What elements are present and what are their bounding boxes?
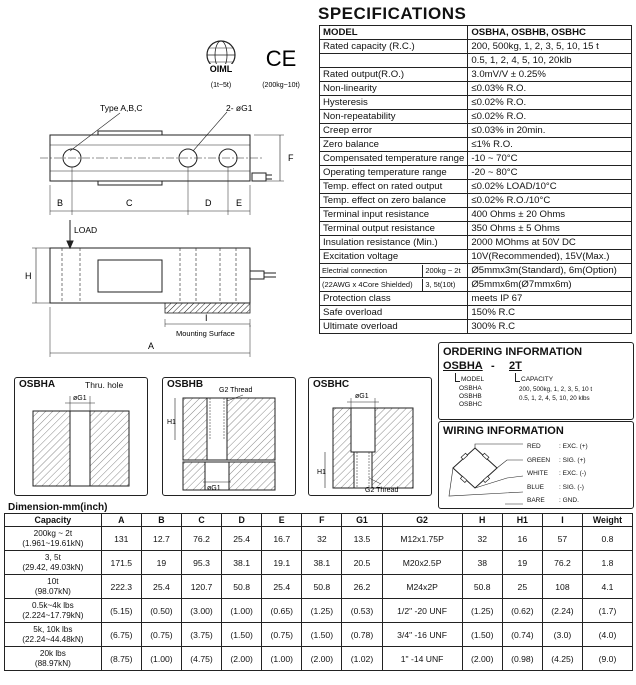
capacity-cell: 5k, 10k lbs (22.24~44.48kN) <box>5 623 102 647</box>
dim-header: Capacity <box>5 514 102 527</box>
dim-cell: 25.4 <box>262 575 302 599</box>
table-row <box>5 647 633 671</box>
spec-value: 350 Ohms ± 5 Ohms <box>468 222 632 236</box>
dim-F: F <box>288 153 294 163</box>
capacity-cell: 20k lbs (88.97kN) <box>5 647 102 671</box>
variant-note: Thru. hole <box>85 380 124 390</box>
dim-cell: (0.62) <box>502 599 542 623</box>
type-label: Type A,B,C <box>100 103 143 113</box>
spec-row <box>320 320 632 334</box>
dim-cell: (0.75) <box>141 623 181 647</box>
dim-cell: 1/2" -20 UNF <box>382 599 462 623</box>
spec-row <box>320 166 632 180</box>
dim-cell: (3.00) <box>181 599 221 623</box>
dim-cell: (8.75) <box>101 647 141 671</box>
spec-value: ≤0.03% R.O. <box>468 82 632 96</box>
dim-cell: 0.8 <box>583 527 633 551</box>
dim-cell: 171.5 <box>101 551 141 575</box>
spec-label: Non-repeatability <box>320 110 468 124</box>
dim-C: C <box>126 198 133 208</box>
dim-header: C <box>181 514 221 527</box>
dim-cell: 32 <box>462 527 502 551</box>
dim-cell: 19 <box>141 551 181 575</box>
variant-c-drawing <box>309 378 431 495</box>
spec-row <box>320 40 632 54</box>
dim-cell: 12.7 <box>141 527 181 551</box>
spec-value: OSBHA, OSBHB, OSBHC <box>468 26 632 40</box>
spec-value: 0.5, 1, 2, 4, 5, 10, 20klb <box>468 54 632 68</box>
dim-cell: (6.75) <box>101 623 141 647</box>
dim-header: Weight <box>583 514 633 527</box>
dim-cell: 25.4 <box>222 527 262 551</box>
spec-value: 2000 MOhms at 50V DC <box>468 236 632 250</box>
dim-cell: (2.00) <box>462 647 502 671</box>
dimension-title: Dimension-mm(inch) <box>8 502 108 513</box>
ce-text: CE <box>265 46 297 71</box>
cable-sub-label: (22AWG x 4Core Shielded) <box>320 279 423 291</box>
dim-header: G1 <box>342 514 382 527</box>
dim-cell: 95.3 <box>181 551 221 575</box>
spec-label: Compensated temperature range <box>320 152 468 166</box>
spec-value: ≤0.02% R.O./10°C <box>468 194 632 208</box>
spec-label: Creep error <box>320 124 468 138</box>
wire-red: RED : EXC. (+) <box>527 443 588 450</box>
bridge-diagram <box>445 440 525 506</box>
dim-cell: 19.1 <box>262 551 302 575</box>
dim-I: I <box>205 313 208 323</box>
dim-cell: 38.1 <box>302 551 342 575</box>
dim-header: B <box>141 514 181 527</box>
dim-cell: 1.8 <box>583 551 633 575</box>
dim-cell: 13.5 <box>342 527 382 551</box>
dim-cell: (1.00) <box>222 599 262 623</box>
dim-header: F <box>302 514 342 527</box>
spec-row <box>320 54 632 68</box>
dim-cell: 38 <box>462 551 502 575</box>
cable-value-2: Ø5mmx6m(Ø7mmx6m) <box>468 278 632 292</box>
spec-value: 200, 500kg, 1, 2, 3, 5, 10, 15 t <box>468 40 632 54</box>
spec-value: -20 ~ 80°C <box>468 166 632 180</box>
ce-logo <box>262 46 300 89</box>
dim-cell: M20x2.5P <box>382 551 462 575</box>
spec-label: Safe overload <box>320 306 468 320</box>
spec-row <box>320 250 632 264</box>
spec-row <box>320 222 632 236</box>
spec-row <box>320 236 632 250</box>
dim-cell: 16.7 <box>262 527 302 551</box>
model-label: MODEL <box>461 376 485 383</box>
dim-B: B <box>57 198 64 208</box>
spec-row <box>320 292 632 306</box>
dim-cell: 16 <box>502 527 542 551</box>
dim-cell: 131 <box>101 527 141 551</box>
capacity-list: 200, 500kg, 1, 2, 3, 5, 10 t 0.5, 1, 2, 4, 5, 10, 20 klbs <box>519 386 593 402</box>
spec-row <box>320 194 632 208</box>
dim-header: H1 <box>502 514 542 527</box>
spec-row <box>320 180 632 194</box>
dim-header: I <box>542 514 582 527</box>
cert-logos <box>196 38 316 96</box>
variant-name: OSBHC <box>313 379 350 390</box>
variant-b-drawing <box>163 378 295 495</box>
dim-cell: (1.25) <box>462 599 502 623</box>
load-label: LOAD <box>74 225 98 235</box>
dim-cell: 222.3 <box>101 575 141 599</box>
variant-osbhc <box>308 377 432 496</box>
dim-header: A <box>101 514 141 527</box>
ordering-code: OSBHA <box>443 360 483 372</box>
ordering-title: ORDERING INFORMATION <box>443 346 583 358</box>
dim-cell: (1.50) <box>462 623 502 647</box>
dim-E: E <box>236 198 243 208</box>
spec-row <box>320 138 632 152</box>
dim-cell: (2.24) <box>542 599 582 623</box>
h1-label: H1 <box>167 419 176 426</box>
table-row <box>5 623 633 647</box>
dim-cell: (1.00) <box>141 647 181 671</box>
spec-label: Protection class <box>320 292 468 306</box>
oiml-sub: (1t~5t) <box>210 82 232 89</box>
dim-cell: 50.8 <box>302 575 342 599</box>
ce-sub: (200kg~10t) <box>262 82 300 89</box>
dim-cell: (9.0) <box>583 647 633 671</box>
model-list: OSBHA OSBHB OSBHC <box>459 385 483 408</box>
spec-label: Operating temperature range <box>320 166 468 180</box>
spec-value: 3.0mV/V ± 0.25% <box>468 68 632 82</box>
dim-cell: 19 <box>502 551 542 575</box>
dim-cell: 76.2 <box>181 527 221 551</box>
spec-row-cable-2 <box>320 278 632 292</box>
capacity-cell: 10t (98.07kN) <box>5 575 102 599</box>
spec-value: 300% R.C <box>468 320 632 334</box>
capacity-cell: 0.5k~4k lbs (2.224~17.79kN) <box>5 599 102 623</box>
dim-cell: 1" -14 UNF <box>382 647 462 671</box>
spec-label: Non-linearity <box>320 82 468 96</box>
spec-label: Insulation resistance (Min.) <box>320 236 468 250</box>
g1-label: øG1 <box>207 485 221 492</box>
dim-cell: (1.50) <box>222 623 262 647</box>
dim-cell: (0.65) <box>262 599 302 623</box>
spec-value: meets IP 67 <box>468 292 632 306</box>
spec-value: ≤0.02% R.O. <box>468 110 632 124</box>
spec-row <box>320 124 632 138</box>
capacity-cell: 200kg ~ 2t (1.961~19.61kN) <box>5 527 102 551</box>
technical-drawing <box>0 95 318 360</box>
variant-name: OSBHA <box>19 379 56 390</box>
spec-value: 150% R.C <box>468 306 632 320</box>
spec-label <box>320 54 468 68</box>
oiml-text: OIML <box>209 64 233 74</box>
dim-cell: 25.4 <box>141 575 181 599</box>
dim-A: A <box>148 341 155 351</box>
hole-label: 2- øG1 <box>226 103 253 113</box>
dim-header: G2 <box>382 514 462 527</box>
spec-row <box>320 152 632 166</box>
dim-cell: (1.25) <box>302 599 342 623</box>
spec-row <box>320 208 632 222</box>
cable-label: Electrial connection <box>320 265 423 277</box>
dim-cell: 38.1 <box>222 551 262 575</box>
table-row <box>5 551 633 575</box>
dim-cell: (1.02) <box>342 647 382 671</box>
dim-cell: M24x2P <box>382 575 462 599</box>
dim-D: D <box>205 198 212 208</box>
spec-value: ≤0.03% in 20min. <box>468 124 632 138</box>
cable-value-1: Ø5mmx3m(Standard), 6m(Option) <box>468 264 632 278</box>
wiring-info <box>438 421 634 509</box>
dim-cell: (0.53) <box>342 599 382 623</box>
dim-cell: (5.15) <box>101 599 141 623</box>
g1-label: øG1 <box>355 393 369 400</box>
dim-cell: (4.75) <box>181 647 221 671</box>
variant-osbha <box>14 377 148 496</box>
g2-label: G2 Thread <box>219 387 253 394</box>
dim-cell: 108 <box>542 575 582 599</box>
capacity-label: CAPACITY <box>521 376 554 383</box>
dim-cell: (2.00) <box>222 647 262 671</box>
dim-cell: 76.2 <box>542 551 582 575</box>
h1-label: H1 <box>317 469 326 476</box>
spec-value: -10 ~ 70°C <box>468 152 632 166</box>
ordering-dash: - <box>491 360 495 372</box>
table-row <box>5 527 633 551</box>
spec-row-cable <box>320 264 632 278</box>
dim-header: D <box>222 514 262 527</box>
mount-label: Mounting Surface <box>176 329 235 338</box>
dim-cell: (0.78) <box>342 623 382 647</box>
dim-cell: (4.25) <box>542 647 582 671</box>
spec-label: Zero balance <box>320 138 468 152</box>
dim-cell: (1.7) <box>583 599 633 623</box>
capacity-cell: 3, 5t (29.42, 49.03kN) <box>5 551 102 575</box>
dim-cell: 4.1 <box>583 575 633 599</box>
dim-cell: 50.8 <box>222 575 262 599</box>
cable-range-2: 3, 5t(10t) <box>425 279 456 289</box>
variant-osbhb <box>162 377 296 496</box>
spec-value: 10V(Recommended), 15V(Max.) <box>468 250 632 264</box>
table-row <box>5 575 633 599</box>
dim-cell: (3.75) <box>181 623 221 647</box>
spec-value: ≤1% R.O. <box>468 138 632 152</box>
spec-value: ≤0.02% R.O. <box>468 96 632 110</box>
spec-row <box>320 68 632 82</box>
dim-cell: 26.2 <box>342 575 382 599</box>
dim-cell: (0.74) <box>502 623 542 647</box>
spec-row <box>320 306 632 320</box>
dim-cell: (0.75) <box>262 623 302 647</box>
wire-green: GREEN : SIG. (+) <box>527 456 586 464</box>
dim-cell: (4.0) <box>583 623 633 647</box>
oiml-logo <box>202 41 240 89</box>
dim-cell: 50.8 <box>462 575 502 599</box>
dim-cell: (0.98) <box>502 647 542 671</box>
wiring-title: WIRING INFORMATION <box>443 425 564 437</box>
ordering-info <box>438 342 634 420</box>
spec-value: 400 Ohms ± 20 Ohms <box>468 208 632 222</box>
spec-label: Temp. effect on zero balance <box>320 194 468 208</box>
spec-label: MODEL <box>320 26 468 40</box>
dim-cell: (2.00) <box>302 647 342 671</box>
dim-cell: M12x1.75P <box>382 527 462 551</box>
spec-table <box>319 25 632 334</box>
spec-value: ≤0.02% LOAD/10°C <box>468 180 632 194</box>
spec-row <box>320 110 632 124</box>
spec-label: Rated capacity (R.C.) <box>320 40 468 54</box>
wire-bare: BARE : GND. <box>527 497 579 504</box>
table-row <box>5 599 633 623</box>
spec-label: Ultimate overload <box>320 320 468 334</box>
g1-label: øG1 <box>73 395 87 402</box>
spec-label: Hysteresis <box>320 96 468 110</box>
dim-cell: (1.50) <box>302 623 342 647</box>
spec-row <box>320 82 632 96</box>
wire-white: WHITE : EXC. (-) <box>527 470 587 477</box>
dim-cell: 57 <box>542 527 582 551</box>
dim-header: H <box>462 514 502 527</box>
spec-label: Terminal output resistance <box>320 222 468 236</box>
spec-title: SPECIFICATIONS <box>318 4 467 23</box>
dim-cell: 3/4" -16 UNF <box>382 623 462 647</box>
spec-row <box>320 96 632 110</box>
dim-header: E <box>262 514 302 527</box>
g2-label: G2 Thread <box>365 487 399 494</box>
spec-row <box>320 26 632 40</box>
dim-cell: (3.0) <box>542 623 582 647</box>
dim-H: H <box>25 271 32 281</box>
dim-cell: 25 <box>502 575 542 599</box>
dim-cell: (1.00) <box>262 647 302 671</box>
dimension-table <box>4 513 633 671</box>
spec-label: Excitation voltage <box>320 250 468 264</box>
spec-label: Temp. effect on rated output <box>320 180 468 194</box>
dim-cell: 32 <box>302 527 342 551</box>
wire-blue: BLUE : SIG. (-) <box>527 483 584 491</box>
variant-name: OSBHB <box>167 379 204 390</box>
spec-label: Terminal input resistance <box>320 208 468 222</box>
dim-cell: 120.7 <box>181 575 221 599</box>
spec-label: Rated output(R.O.) <box>320 68 468 82</box>
dim-cell: (0.50) <box>141 599 181 623</box>
variant-a-drawing <box>15 378 147 495</box>
cable-range-1: 200kg ~ 2t <box>425 265 461 275</box>
ordering-cap-code: 2T <box>509 360 522 372</box>
wire-list <box>527 440 588 508</box>
dim-cell: 20.5 <box>342 551 382 575</box>
